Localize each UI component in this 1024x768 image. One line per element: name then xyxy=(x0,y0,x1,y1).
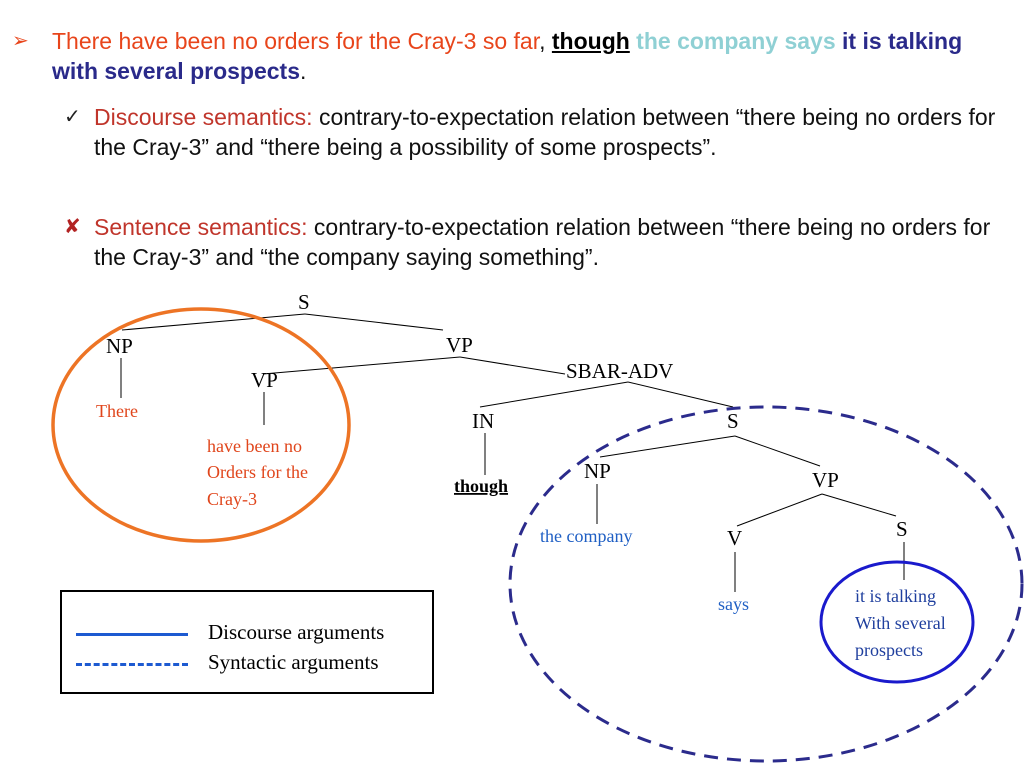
legend-row-syntactic xyxy=(76,650,436,678)
tree-node-labels xyxy=(106,290,908,550)
sentence-semantics-text: contrary-to-expectation relation between “there being no orders for the Cray-3” and “the company saying something”. xyxy=(94,214,991,270)
main-sentence-period: . xyxy=(300,58,307,84)
node-sbar-adv: SBAR-ADV xyxy=(566,359,674,383)
discourse-semantics-text: contrary-to-expectation relation between “there being no orders for the Cray-3” and “there being a possibility of some prospects”. xyxy=(94,104,996,160)
edge-vp2-s xyxy=(822,494,896,516)
leaf-have-been-line1: have been no xyxy=(207,436,302,456)
leaf-though: though xyxy=(454,476,509,496)
edge-s-vp xyxy=(305,314,443,330)
main-sentence-part1: There have been no orders for the Cray-3 so far xyxy=(52,28,540,54)
node-vp-inner: VP xyxy=(251,368,278,392)
edge-sbar-s xyxy=(628,382,733,407)
edge-vp-sbar xyxy=(460,357,565,374)
node-np: NP xyxy=(106,334,133,358)
legend-dashed-line-swatch xyxy=(76,663,188,666)
discourse-semantics-label: Discourse semantics: xyxy=(94,104,313,130)
node-in: IN xyxy=(472,409,495,433)
legend-label-discourse: Discourse arguments xyxy=(208,620,385,644)
node-vp2: VP xyxy=(812,468,839,492)
edge-vp-vp xyxy=(263,357,460,374)
leaf-says: says xyxy=(718,594,749,614)
leaf-the-company: the company xyxy=(540,526,633,546)
leaf-have-been-line3: Cray-3 xyxy=(207,489,257,509)
cross-icon: ✘ xyxy=(64,216,81,238)
node-v: V xyxy=(727,526,743,550)
edge-vp2-v xyxy=(737,494,822,526)
node-s2: S xyxy=(727,409,739,433)
leaf-there: There xyxy=(96,401,138,421)
legend xyxy=(60,590,434,694)
arrow-bullet-icon: ➢ xyxy=(12,30,29,52)
edge-sbar-in xyxy=(480,382,628,407)
sentence-semantics-label: Sentence semantics: xyxy=(94,214,308,240)
leaf-talking-line2: With several xyxy=(855,613,946,633)
node-np2: NP xyxy=(584,459,611,483)
main-sentence-comma: , xyxy=(539,28,552,54)
leaf-talking-line1: it is talking xyxy=(855,586,936,606)
main-sentence-though: though xyxy=(551,28,630,54)
main-sentence-talking: it is talking with several prospects xyxy=(52,28,963,84)
legend-label-syntactic: Syntactic arguments xyxy=(208,650,379,674)
legend-row-discourse xyxy=(76,620,436,648)
node-s-root: S xyxy=(298,290,310,314)
legend-solid-line-swatch xyxy=(76,633,188,636)
edge-s-vp2 xyxy=(735,436,820,466)
main-sentence-company-says: the company says xyxy=(629,28,836,54)
node-s3: S xyxy=(896,517,908,541)
node-vp-top: VP xyxy=(446,333,473,357)
discourse-argument-circle-arg1 xyxy=(53,309,349,541)
leaf-have-been-line2: Orders for the xyxy=(207,462,308,482)
checkmark-icon: ✓ xyxy=(64,106,81,128)
leaf-talking-line3: prospects xyxy=(855,640,923,660)
